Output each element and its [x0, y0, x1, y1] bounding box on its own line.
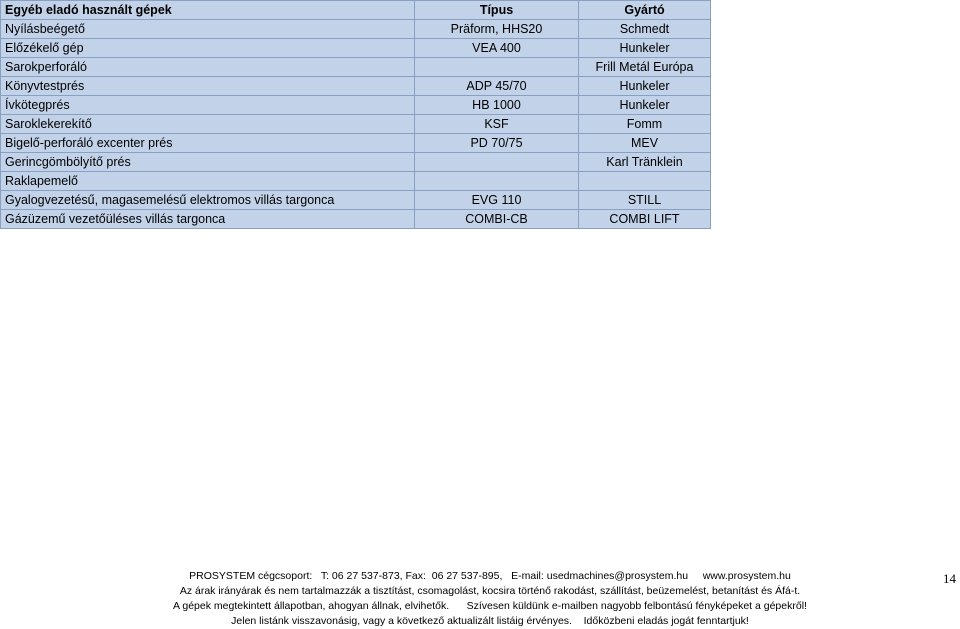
machine-manufacturer: Fomm [579, 115, 711, 134]
machine-manufacturer: Schmedt [579, 20, 711, 39]
table-row [1, 77, 711, 96]
machine-type: ADP 45/70 [415, 77, 579, 96]
table-header-row [1, 1, 711, 20]
header-manufacturer: Gyártó [579, 1, 711, 20]
machine-name: Gyalogvezetésű, magasemelésű elektromos villás targonca [1, 191, 415, 210]
machine-name: Gerincgömbölyítő prés [1, 153, 415, 172]
machine-type: VEA 400 [415, 39, 579, 58]
machine-manufacturer: COMBI LIFT [579, 210, 711, 229]
machine-name: Bigelő-perforáló excenter prés [1, 134, 415, 153]
table-row [1, 210, 711, 229]
machine-type: COMBI-CB [415, 210, 579, 229]
table-row [1, 58, 711, 77]
page-number: 14 [943, 571, 956, 586]
machine-type [415, 58, 579, 77]
machine-type [415, 172, 579, 191]
table-row [1, 115, 711, 134]
machine-name: Saroklekerekítő [1, 115, 415, 134]
table-row [1, 153, 711, 172]
machine-manufacturer: STILL [579, 191, 711, 210]
machine-manufacturer [579, 172, 711, 191]
machine-name: Könyvtestprés [1, 77, 415, 96]
table-row [1, 39, 711, 58]
machine-name: Előzékelő gép [1, 39, 415, 58]
machine-name: Ívkötegprés [1, 96, 415, 115]
machine-name: Gázüzemű vezetőüléses villás targonca [1, 210, 415, 229]
table-row [1, 172, 711, 191]
footer-condition-note: A gépek megtekintett állapotban, ahogyan állnak, elvihetők. Szívesen küldünk e-mailben nagyobb felbontású fényképeket a gépekről! [173, 600, 807, 612]
machine-manufacturer: Frill Metál Európa [579, 58, 711, 77]
machine-manufacturer: Karl Tränklein [579, 153, 711, 172]
machine-manufacturer: Hunkeler [579, 96, 711, 115]
header-machine: Egyéb eladó használt gépek [1, 1, 415, 20]
machine-type: Präform, HHS20 [415, 20, 579, 39]
table-row [1, 134, 711, 153]
machine-manufacturer: MEV [579, 134, 711, 153]
header-type: Típus [415, 1, 579, 20]
footer-contact: PROSYSTEM cégcsoport: T: 06 27 537-873, Fax: 06 27 537-895, E-mail: usedmachines@prosystem.hu www.prosystem.hu [189, 570, 791, 582]
machine-name: Nyílásbeégető [1, 20, 415, 39]
machine-type: KSF [415, 115, 579, 134]
machine-type: EVG 110 [415, 191, 579, 210]
page-footer [120, 569, 860, 629]
machine-type: HB 1000 [415, 96, 579, 115]
machines-table [0, 0, 711, 229]
machine-name: Raklapemelő [1, 172, 415, 191]
machine-type [415, 153, 579, 172]
table-row [1, 96, 711, 115]
footer-price-note: Az árak irányárak és nem tartalmazzák a tisztítást, csomagolást, kocsira történő rakodást, szállítást, beüzemelést, betanítást és Áfá-t. [179, 585, 801, 597]
machine-manufacturer: Hunkeler [579, 77, 711, 96]
machine-type: PD 70/75 [415, 134, 579, 153]
footer-validity-note: Jelen listánk visszavonásig, vagy a következő aktualizált listáig érvényes. Időközbeni eladás jogát fenntartjuk! [231, 615, 749, 627]
table-row [1, 20, 711, 39]
table-row [1, 191, 711, 210]
machine-manufacturer: Hunkeler [579, 39, 711, 58]
machine-name: Sarokperforáló [1, 58, 415, 77]
